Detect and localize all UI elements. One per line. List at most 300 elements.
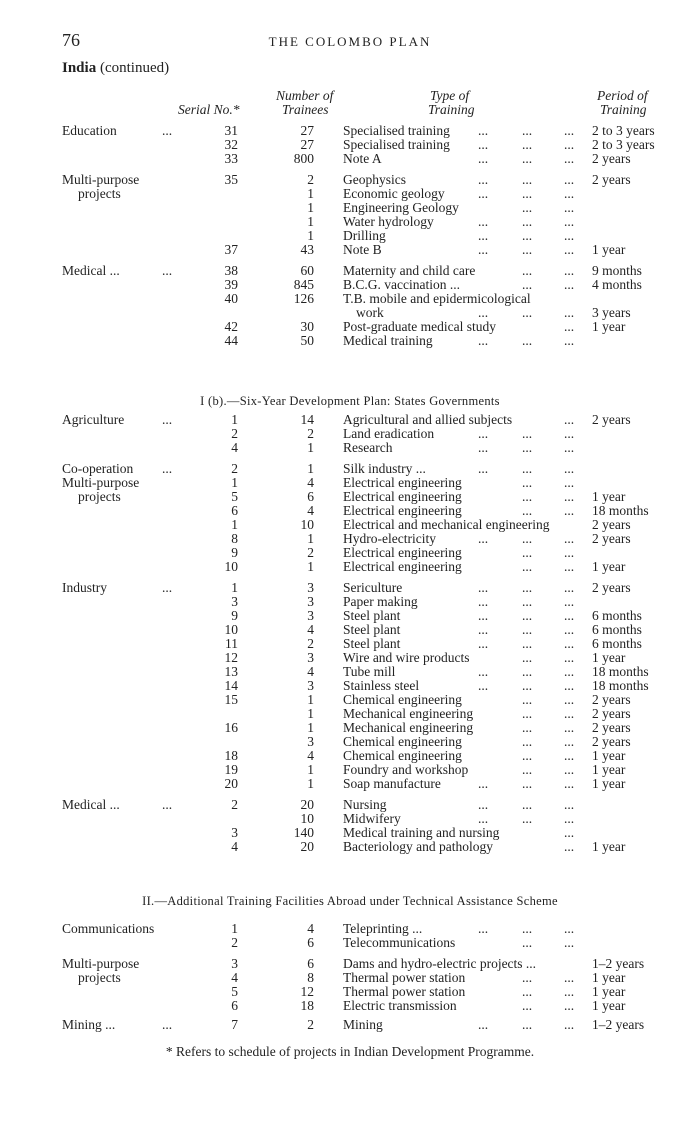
trainee-count: 1	[307, 531, 314, 546]
training-type: Electrical and mechanical engineering	[343, 517, 550, 532]
table-row	[0, 306, 700, 320]
trainee-count: 4	[307, 475, 314, 490]
leader-dots: ...	[478, 622, 489, 637]
trainee-count: 14	[300, 412, 314, 427]
trainee-count: 50	[300, 333, 314, 348]
serial-number: 1	[231, 475, 238, 490]
leader-dots: ...	[564, 172, 575, 187]
table-row	[0, 798, 700, 812]
serial-number: 9	[231, 608, 238, 623]
leader-dots: ...	[522, 172, 533, 187]
leader-dots: ...	[564, 200, 575, 215]
trainee-count: 6	[307, 956, 314, 971]
training-type: Thermal power station	[343, 970, 466, 985]
training-type: Mechanical engineering	[343, 706, 474, 721]
table-row	[0, 679, 700, 693]
leader-dots: ...	[564, 277, 575, 292]
serial-number: 5	[231, 489, 238, 504]
serial-number: 32	[224, 137, 238, 152]
serial-number: 1	[231, 517, 238, 532]
table-row	[0, 229, 700, 243]
leader-dots: ...	[522, 984, 533, 999]
category-label: Multi-purpose	[62, 475, 140, 490]
training-period: 1 year	[592, 762, 626, 777]
leader-dots: ...	[564, 1017, 575, 1032]
trainee-count: 4	[307, 748, 314, 763]
training-type: Note B	[343, 242, 382, 257]
table-row	[0, 840, 700, 854]
serial-number: 4	[231, 839, 238, 854]
training-period: 1 year	[592, 489, 626, 504]
table-row	[0, 441, 700, 455]
leader-dots: ...	[564, 825, 575, 840]
training-period: 2 years	[592, 692, 631, 707]
training-period: 2 years	[592, 412, 631, 427]
training-period: 2 years	[592, 172, 631, 187]
leader-dots: ...	[564, 228, 575, 243]
leader-dots: ...	[478, 580, 489, 595]
training-period: 1–2 years	[592, 1017, 645, 1032]
leader-dots: ...	[522, 797, 533, 812]
serial-number: 18	[224, 748, 238, 763]
table-row	[0, 334, 700, 348]
training-period: 18 months	[592, 678, 649, 693]
table-row	[0, 707, 700, 721]
table-row	[0, 971, 700, 985]
trainee-count: 3	[307, 734, 314, 749]
table-row	[0, 693, 700, 707]
trainee-count: 1	[307, 214, 314, 229]
serial-number: 7	[231, 1017, 238, 1032]
table-row	[0, 532, 700, 546]
trainee-count: 8	[307, 970, 314, 985]
trainee-count: 1	[307, 228, 314, 243]
serial-number: 6	[231, 998, 238, 1013]
category-label: Education	[62, 123, 117, 138]
trainee-count: 1	[307, 720, 314, 735]
category-leader: ...	[162, 797, 173, 812]
leader-dots: ...	[564, 622, 575, 637]
leader-dots: ...	[522, 720, 533, 735]
leader-dots: ...	[564, 461, 575, 476]
leader-dots: ...	[564, 706, 575, 721]
table-row	[0, 999, 700, 1013]
training-type: Medical training	[343, 333, 433, 348]
leader-dots: ...	[564, 214, 575, 229]
trainee-count: 3	[307, 650, 314, 665]
leader-dots: ...	[564, 594, 575, 609]
trainee-count: 140	[293, 825, 314, 840]
training-period: 2 years	[592, 706, 631, 721]
leader-dots: ...	[478, 664, 489, 679]
serial-number: 33	[224, 151, 238, 166]
training-type: Silk industry ...	[343, 461, 426, 476]
serial-number: 16	[224, 720, 238, 735]
training-type: Maternity and child care	[343, 263, 476, 278]
category-leader: ...	[162, 412, 173, 427]
training-type: Electric transmission	[343, 998, 457, 1013]
trainee-count: 3	[307, 678, 314, 693]
table-row	[0, 518, 700, 532]
training-period: 1 year	[592, 970, 626, 985]
page-number: 76	[62, 30, 80, 50]
training-period: 2 to 3 years	[592, 137, 655, 152]
training-type: Post-graduate medical study	[343, 319, 496, 334]
table-row	[0, 1018, 700, 1032]
country-note: (continued)	[99, 60, 170, 76]
training-type: Specialised training	[343, 123, 450, 138]
leader-dots: ...	[478, 137, 489, 152]
training-period: 1 year	[592, 776, 626, 791]
trainee-count: 1	[307, 762, 314, 777]
header-period-1: Period of	[597, 88, 648, 103]
serial-number: 4	[231, 440, 238, 455]
header-period-2: Training	[600, 102, 647, 117]
table-row	[0, 124, 700, 138]
table-row	[0, 201, 700, 215]
footnote: * Refers to schedule of projects in Indian Development Programme.	[165, 1044, 535, 1059]
serial-number: 2	[231, 426, 238, 441]
table-row	[0, 173, 700, 187]
leader-dots: ...	[522, 921, 533, 936]
trainee-count: 1	[307, 776, 314, 791]
leader-dots: ...	[564, 811, 575, 826]
leader-dots: ...	[564, 242, 575, 257]
category-label: Multi-purpose	[62, 956, 140, 971]
table-row	[0, 152, 700, 166]
training-period: 1 year	[592, 242, 626, 257]
category-leader: ...	[162, 263, 173, 278]
leader-dots: ...	[478, 636, 489, 651]
trainee-count: 3	[307, 608, 314, 623]
trainee-count: 2	[307, 1017, 314, 1032]
leader-dots: ...	[522, 277, 533, 292]
leader-dots: ...	[522, 622, 533, 637]
trainee-count: 2	[307, 426, 314, 441]
serial-number: 10	[224, 622, 238, 637]
trainee-count: 1	[307, 200, 314, 215]
leader-dots: ...	[522, 935, 533, 950]
training-type: Electrical engineering	[343, 503, 462, 518]
serial-number: 1	[231, 412, 238, 427]
leader-dots: ...	[522, 242, 533, 257]
leader-dots: ...	[564, 762, 575, 777]
trainee-count: 18	[300, 998, 314, 1013]
section-heading-states: I (b).—Six-Year Development Plan: States Governments	[200, 394, 500, 408]
training-type: Tube mill	[343, 664, 396, 679]
table-row	[0, 826, 700, 840]
table-row	[0, 936, 700, 950]
table-row	[0, 546, 700, 560]
trainee-count: 27	[300, 137, 314, 152]
leader-dots: ...	[478, 776, 489, 791]
trainee-count: 4	[307, 503, 314, 518]
serial-number: 4	[231, 970, 238, 985]
leader-dots: ...	[522, 776, 533, 791]
training-period: 2 years	[592, 531, 631, 546]
leader-dots: ...	[564, 333, 575, 348]
leader-dots: ...	[522, 489, 533, 504]
leader-dots: ...	[478, 305, 489, 320]
trainee-count: 1	[307, 461, 314, 476]
leader-dots: ...	[564, 921, 575, 936]
category-label: Agriculture	[62, 412, 125, 427]
category-leader: ...	[162, 580, 173, 595]
training-type: Teleprinting ...	[343, 921, 423, 936]
trainee-count: 2	[307, 636, 314, 651]
trainee-count: 800	[293, 151, 314, 166]
leader-dots: ...	[564, 123, 575, 138]
training-type: Specialised training	[343, 137, 450, 152]
leader-dots: ...	[522, 706, 533, 721]
trainee-count: 2	[307, 172, 314, 187]
table-row	[0, 427, 700, 441]
leader-dots: ...	[564, 734, 575, 749]
training-period: 1 year	[592, 839, 626, 854]
leader-dots: ...	[522, 594, 533, 609]
leader-dots: ...	[522, 664, 533, 679]
leader-dots: ...	[478, 426, 489, 441]
leader-dots: ...	[522, 228, 533, 243]
leader-dots: ...	[564, 984, 575, 999]
serial-number: 2	[231, 461, 238, 476]
training-type: Land eradication	[343, 426, 435, 441]
leader-dots: ...	[522, 998, 533, 1013]
table-row	[0, 187, 700, 201]
training-type: Telecommunications	[343, 935, 456, 950]
serial-number: 10	[224, 559, 238, 574]
leader-dots: ...	[564, 692, 575, 707]
trainee-count: 20	[300, 797, 314, 812]
serial-number: 14	[224, 678, 238, 693]
training-period: 6 months	[592, 636, 642, 651]
leader-dots: ...	[478, 811, 489, 826]
leader-dots: ...	[522, 748, 533, 763]
leader-dots: ...	[522, 636, 533, 651]
category-label: Co-operation	[62, 461, 134, 476]
training-period: 2 years	[592, 720, 631, 735]
training-period: 4 months	[592, 277, 642, 292]
serial-number: 44	[224, 333, 238, 348]
leader-dots: ...	[522, 678, 533, 693]
trainee-count: 10	[300, 517, 314, 532]
serial-number: 11	[225, 636, 238, 651]
leader-dots: ...	[564, 580, 575, 595]
serial-number: 2	[231, 935, 238, 950]
leader-dots: ...	[564, 559, 575, 574]
leader-dots: ...	[522, 137, 533, 152]
category-label: Mining ...	[62, 1017, 116, 1032]
serial-number: 15	[224, 692, 238, 707]
leader-dots: ...	[522, 440, 533, 455]
training-type: Midwifery	[343, 811, 401, 826]
training-type: Electrical engineering	[343, 475, 462, 490]
leader-dots: ...	[478, 797, 489, 812]
serial-number: 6	[231, 503, 238, 518]
training-period: 1 year	[592, 559, 626, 574]
leader-dots: ...	[564, 545, 575, 560]
category-label: projects	[78, 970, 121, 985]
serial-number: 3	[231, 825, 238, 840]
leader-dots: ...	[522, 762, 533, 777]
training-type: T.B. mobile and epidermicological	[343, 291, 531, 306]
training-period: 2 years	[592, 580, 631, 595]
trainee-count: 60	[300, 263, 314, 278]
training-period: 1 year	[592, 998, 626, 1013]
training-type: Steel plant	[343, 636, 401, 651]
serial-number: 42	[224, 319, 238, 334]
header-trainees-2: Trainees	[282, 102, 329, 117]
leader-dots: ...	[478, 214, 489, 229]
leader-dots: ...	[522, 305, 533, 320]
leader-dots: ...	[522, 580, 533, 595]
training-period: 9 months	[592, 263, 642, 278]
training-period: 18 months	[592, 503, 649, 518]
category-label: projects	[78, 186, 121, 201]
leader-dots: ...	[478, 172, 489, 187]
training-period: 1 year	[592, 650, 626, 665]
leader-dots: ...	[564, 650, 575, 665]
training-period: 1–2 years	[592, 956, 645, 971]
serial-number: 13	[224, 664, 238, 679]
category-leader: ...	[162, 1017, 173, 1032]
serial-number: 31	[224, 123, 238, 138]
training-type: Dams and hydro-electric projects ...	[343, 956, 537, 971]
table-row	[0, 138, 700, 152]
training-type: Soap manufacture	[343, 776, 441, 791]
trainee-count: 4	[307, 921, 314, 936]
table-row	[0, 609, 700, 623]
table-row	[0, 490, 700, 504]
leader-dots: ...	[564, 412, 575, 427]
leader-dots: ...	[522, 333, 533, 348]
table-row	[0, 413, 700, 427]
leader-dots: ...	[564, 839, 575, 854]
leader-dots: ...	[564, 636, 575, 651]
leader-dots: ...	[564, 305, 575, 320]
leader-dots: ...	[564, 319, 575, 334]
table-row	[0, 476, 700, 490]
training-type: Drilling	[343, 228, 386, 243]
training-type: Steel plant	[343, 622, 401, 637]
trainee-count: 12	[300, 984, 314, 999]
leader-dots: ...	[522, 608, 533, 623]
leader-dots: ...	[478, 921, 489, 936]
trainee-count: 2	[307, 545, 314, 560]
training-type: Stainless steel	[343, 678, 420, 693]
table-row	[0, 278, 700, 292]
leader-dots: ...	[478, 531, 489, 546]
trainee-count: 43	[300, 242, 314, 257]
leader-dots: ...	[564, 475, 575, 490]
table-row	[0, 651, 700, 665]
training-type: Electrical engineering	[343, 559, 462, 574]
training-type: Wire and wire products	[343, 650, 470, 665]
header-trainees-1: Number of	[276, 88, 334, 103]
leader-dots: ...	[522, 559, 533, 574]
training-type: Chemical engineering	[343, 692, 462, 707]
training-period: 2 years	[592, 517, 631, 532]
trainee-count: 20	[300, 839, 314, 854]
table-row	[0, 504, 700, 518]
leader-dots: ...	[564, 970, 575, 985]
leader-dots: ...	[564, 748, 575, 763]
leader-dots: ...	[522, 426, 533, 441]
leader-dots: ...	[564, 263, 575, 278]
leader-dots: ...	[522, 200, 533, 215]
leader-dots: ...	[522, 531, 533, 546]
training-period: 3 years	[592, 305, 631, 320]
trainee-count: 6	[307, 935, 314, 950]
training-type: Electrical engineering	[343, 489, 462, 504]
table-row	[0, 957, 700, 971]
training-type: Foundry and workshop	[343, 762, 469, 777]
table-row	[0, 264, 700, 278]
category-label: Medical ...	[62, 797, 120, 812]
leader-dots: ...	[522, 1017, 533, 1032]
leader-dots: ...	[522, 970, 533, 985]
serial-number: 20	[224, 776, 238, 791]
table-row	[0, 985, 700, 999]
table-row	[0, 215, 700, 229]
training-type: Note A	[343, 151, 382, 166]
training-type: Chemical engineering	[343, 748, 462, 763]
leader-dots: ...	[478, 461, 489, 476]
trainee-count: 4	[307, 664, 314, 679]
table-row	[0, 560, 700, 574]
leader-dots: ...	[522, 151, 533, 166]
leader-dots: ...	[478, 123, 489, 138]
trainee-count: 1	[307, 692, 314, 707]
leader-dots: ...	[564, 664, 575, 679]
table-row	[0, 735, 700, 749]
table-row	[0, 812, 700, 826]
trainee-count: 4	[307, 622, 314, 637]
training-type: Research	[343, 440, 393, 455]
leader-dots: ...	[478, 228, 489, 243]
trainee-count: 30	[300, 319, 314, 334]
serial-number: 9	[231, 545, 238, 560]
leader-dots: ...	[478, 440, 489, 455]
leader-dots: ...	[522, 123, 533, 138]
training-period: 2 years	[592, 151, 631, 166]
header-type-2: Training	[428, 102, 475, 117]
training-type-continued: work	[356, 305, 384, 320]
training-type: Hydro-electricity	[343, 531, 436, 546]
serial-number: 37	[224, 242, 238, 257]
training-period: 2 years	[592, 734, 631, 749]
training-period: 6 months	[592, 622, 642, 637]
leader-dots: ...	[522, 734, 533, 749]
table-row	[0, 721, 700, 735]
country-name: India	[62, 60, 97, 76]
table-row	[0, 595, 700, 609]
leader-dots: ...	[522, 263, 533, 278]
leader-dots: ...	[564, 489, 575, 504]
table-row	[0, 763, 700, 777]
training-type: Engineering Geology	[343, 200, 459, 215]
category-leader: ...	[162, 461, 173, 476]
leader-dots: ...	[478, 333, 489, 348]
table-row	[0, 749, 700, 763]
table-row	[0, 637, 700, 651]
training-type: Economic geology	[343, 186, 445, 201]
leader-dots: ...	[564, 531, 575, 546]
table-row	[0, 922, 700, 936]
leader-dots: ...	[564, 720, 575, 735]
training-type: Mechanical engineering	[343, 720, 474, 735]
serial-number: 38	[224, 263, 238, 278]
